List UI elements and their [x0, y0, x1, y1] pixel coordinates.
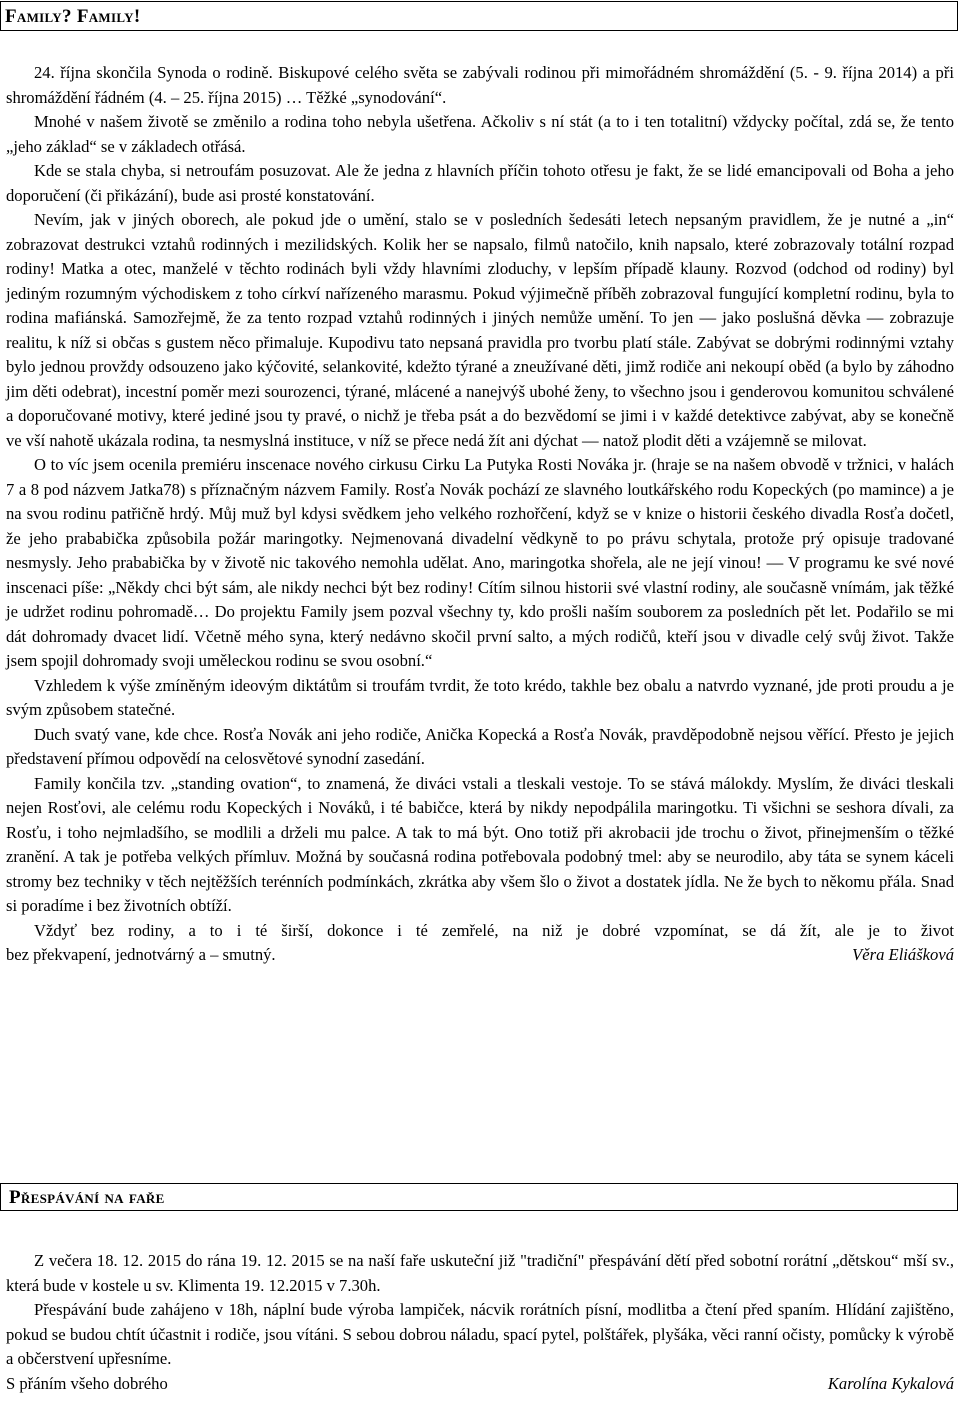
- paragraph: Přespávání bude zahájeno v 18h, náplní bude výroba lampiček, nácvik rorátních písní, modlitba a čtení před spaním. Hlídání zajištěno, pokud se budou chtít účastnit i rodiče, jsou vítáni. S sebou dobrou náladu, spací pytel, polštářek, plyšáka, věci ranní očisty, pomůcky k výrobě a občerstvení upřesníme.: [6, 1300, 954, 1368]
- closing-line: [6, 1372, 954, 1397]
- paragraph: O to víc jsem ocenila premiéru inscenace nového cirkusu Cirku La Putyka Rosti Nováka jr. (hraje se na našem obvodě v tržnici, v halách 7 a 8 pod názvem Jatka78) s příznačným názvem Family. Rosťa Novák pochází ze slavného loutkářského rodu Kopeckých (po mamince) a je na svou rodinu patřičně hrdý. Můj muž byl kdysi svědkem jeho velkého rozhořčení, když se v knize o historii českého divadla Rosťa dočetl, že jeho prababička způsobila požár maringotky. Nejmenovaná divadelní vědkyně to po právu schytala, protože prý opisuje tradované nesmysly. Jeho prababička by v životě nic takového nemohla udělat. Ano, maringotka shořela, ale ne její vinou! — V programu ke své nové inscenaci píše: „Někdy chci být sám, ale nikdy nechci být bez rodiny! Cítím silnou historii své vlastní rodiny, ale současně vnímám, jak těžké je udržet rodinu pohromadě… Do projektu Family jsem pozval všechny ty, kdo prošli naším souborem za posledních pět let. Podařilo se mi dát dohromady dvacet lidí. Včetně mého syna, který nedávno skočil první salto, a mých rodičů, kteří jsou v divadle celý svůj život. Takže jsem spojil dohromady svoji uměleckou rodinu se svou osobní.“: [6, 455, 954, 670]
- paragraph-last-end: bez překvapení, jednotvárný a – smutný.: [6, 945, 276, 964]
- article-family: [6, 61, 954, 968]
- author-signature: Karolína Kykalová: [827, 1373, 954, 1393]
- author-signature: Věra Eliášková: [852, 945, 954, 964]
- paragraph: Kde se stala chyba, si netroufám posuzovat. Ale že jedna z hlavních příčin tohoto otřesu je fakt, že se lidé emancipovali od Boha a jeho doporučení (či přikázání), bude asi prosté konstatování.: [6, 161, 954, 205]
- closing-text: S přáním všeho dobrého: [6, 1373, 168, 1393]
- paragraph: Family končila tzv. „standing ovation“, to znamená, že diváci vstali a tleskali vestoje. To se stává málokdy. Myslím, že diváci tleskali nejen Rosťovi, ale celému rodu Kopeckých i Nováků, i té babičce, která by nikdy nepodpálila maringotku. Ti všichni se seshora dívali, za Rosťu, i toho nejmladšího, se modlili a drželi mu palce. A tak to má být. Ono totiž při akrobacii jde trochu o život, přinejmenším o těžké zranění. A tak je potřeba velkých přímluv. Možná by současná rodina potřebovala podobný tmel: aby se neurodilo, aby táta se synem káceli stromy bez techniky v těch nejtěžších terénních podmínkách, zkrátka aby všem šlo o život a dostatek jídla. Ne že bych to někomu přála. Snad si poradíme i bez životních obtíží.: [6, 773, 954, 915]
- article-sleepover: [6, 1249, 954, 1396]
- paragraph: Mnohé v našem životě se změnilo a rodina toho nebyla ušetřena. Ačkoliv s ní stát (a to i ten totalitní) vždycky počítal, zdá se, že tento „jeho základ“ se v základech otřásá.: [6, 112, 954, 156]
- signature-line: [6, 943, 954, 968]
- paragraph: Duch svatý vane, kde chce. Rosťa Novák ani jeho rodiče, Anička Kopecká a Rosťa Novák, pravděpodobně nejsou věřící. Přesto je jejich představení přímou odpovědí na celosvětové synodní zasedání.: [6, 724, 954, 768]
- paragraph: 24. října skončila Synoda o rodině. Biskupové celého světa se zabývali rodinou při mimořádném shromáždění (5. - 9. října 2014) a při shromáždění řádném (4. – 25. října 2015) … Těžké „synodování“.: [6, 63, 954, 107]
- section-title-family: Family? Family!: [0, 1, 958, 31]
- paragraph: Z večera 18. 12. 2015 do rána 19. 12. 2015 se na naší faře uskuteční již "tradiční" přespávání dětí před sobotní rorátní „dětskou“ mší sv., která bude v kostele u sv. Klimenta 19. 12.2015 v 7.30h.: [6, 1251, 954, 1295]
- paragraph: Nevím, jak v jiných oborech, ale pokud jde o umění, stalo se v posledních šedesáti letech nepsaným pravidlem, že je nutné a „in“ zobrazovat destrukci vztahů rodinných i mezilidských. Kolik her se napsalo, filmů natočilo, knih napsalo, které zobrazovaly totální rozpad rodiny! Matka a otec, manželé v těchto rodinách byli vždy hlavními zloduchy, v lepším případě klauny. Rozvod (odchod od rodiny) byl jediným rozumným východiskem z toho církví nařízeného marasmu. Pokud výjimečně příběh zobrazoval fungující kompletní rodinu, byla to rodina mafiánská. Samozřejmě, že za tento rozpad vztahů rodinných i jiných nemůže umění. To jen — jako poslušná děvka — zobrazuje realitu, k níž si občas s gustem něco přimaluje. Kupodivu tato nepsaná pravidla pro tvorbu platí stále. Zabývat se dobrými rodinnými vztahy bylo jednou provždy odsouzeno jako kýčovité, selankovité, kdežto týrané a zneužívané děti, jimž rodiče ani nekoupí oběd (a bylo by záhodno jim děti odebrat), incestní poměr mezi sourozenci, týrané, mlácené a nanejvýš ubohé ženy, to všechno jsou i genderovou komunitou schválené a doporučované motivy, které jediné jsou ty pravé, o nichž je třeba psát a do bezvědomí se jimi i v každé detektivce zabývat, aby se konečně ve vší nahotě ukázala rodina, ta nesmyslná instituce, v níž se přece nedá žít ani dýchat — natož plodit děti a vzájemně se milovat.: [6, 210, 954, 450]
- paragraph: Vzhledem k výše zmíněným ideovým diktátům si troufám tvrdit, že toto krédo, takhle bez obalu a natvrdo vyznané, jde proti proudu a je svým způsobem statečné.: [6, 675, 954, 719]
- paragraph-last-start: Vždyť bez rodiny, a to i té širší, dokonce i té zemřelé, na niž je dobré vzpomínat, se dá žít, ale je to život: [34, 920, 954, 940]
- section-title-sleepover: Přespávání na faře: [0, 1183, 958, 1211]
